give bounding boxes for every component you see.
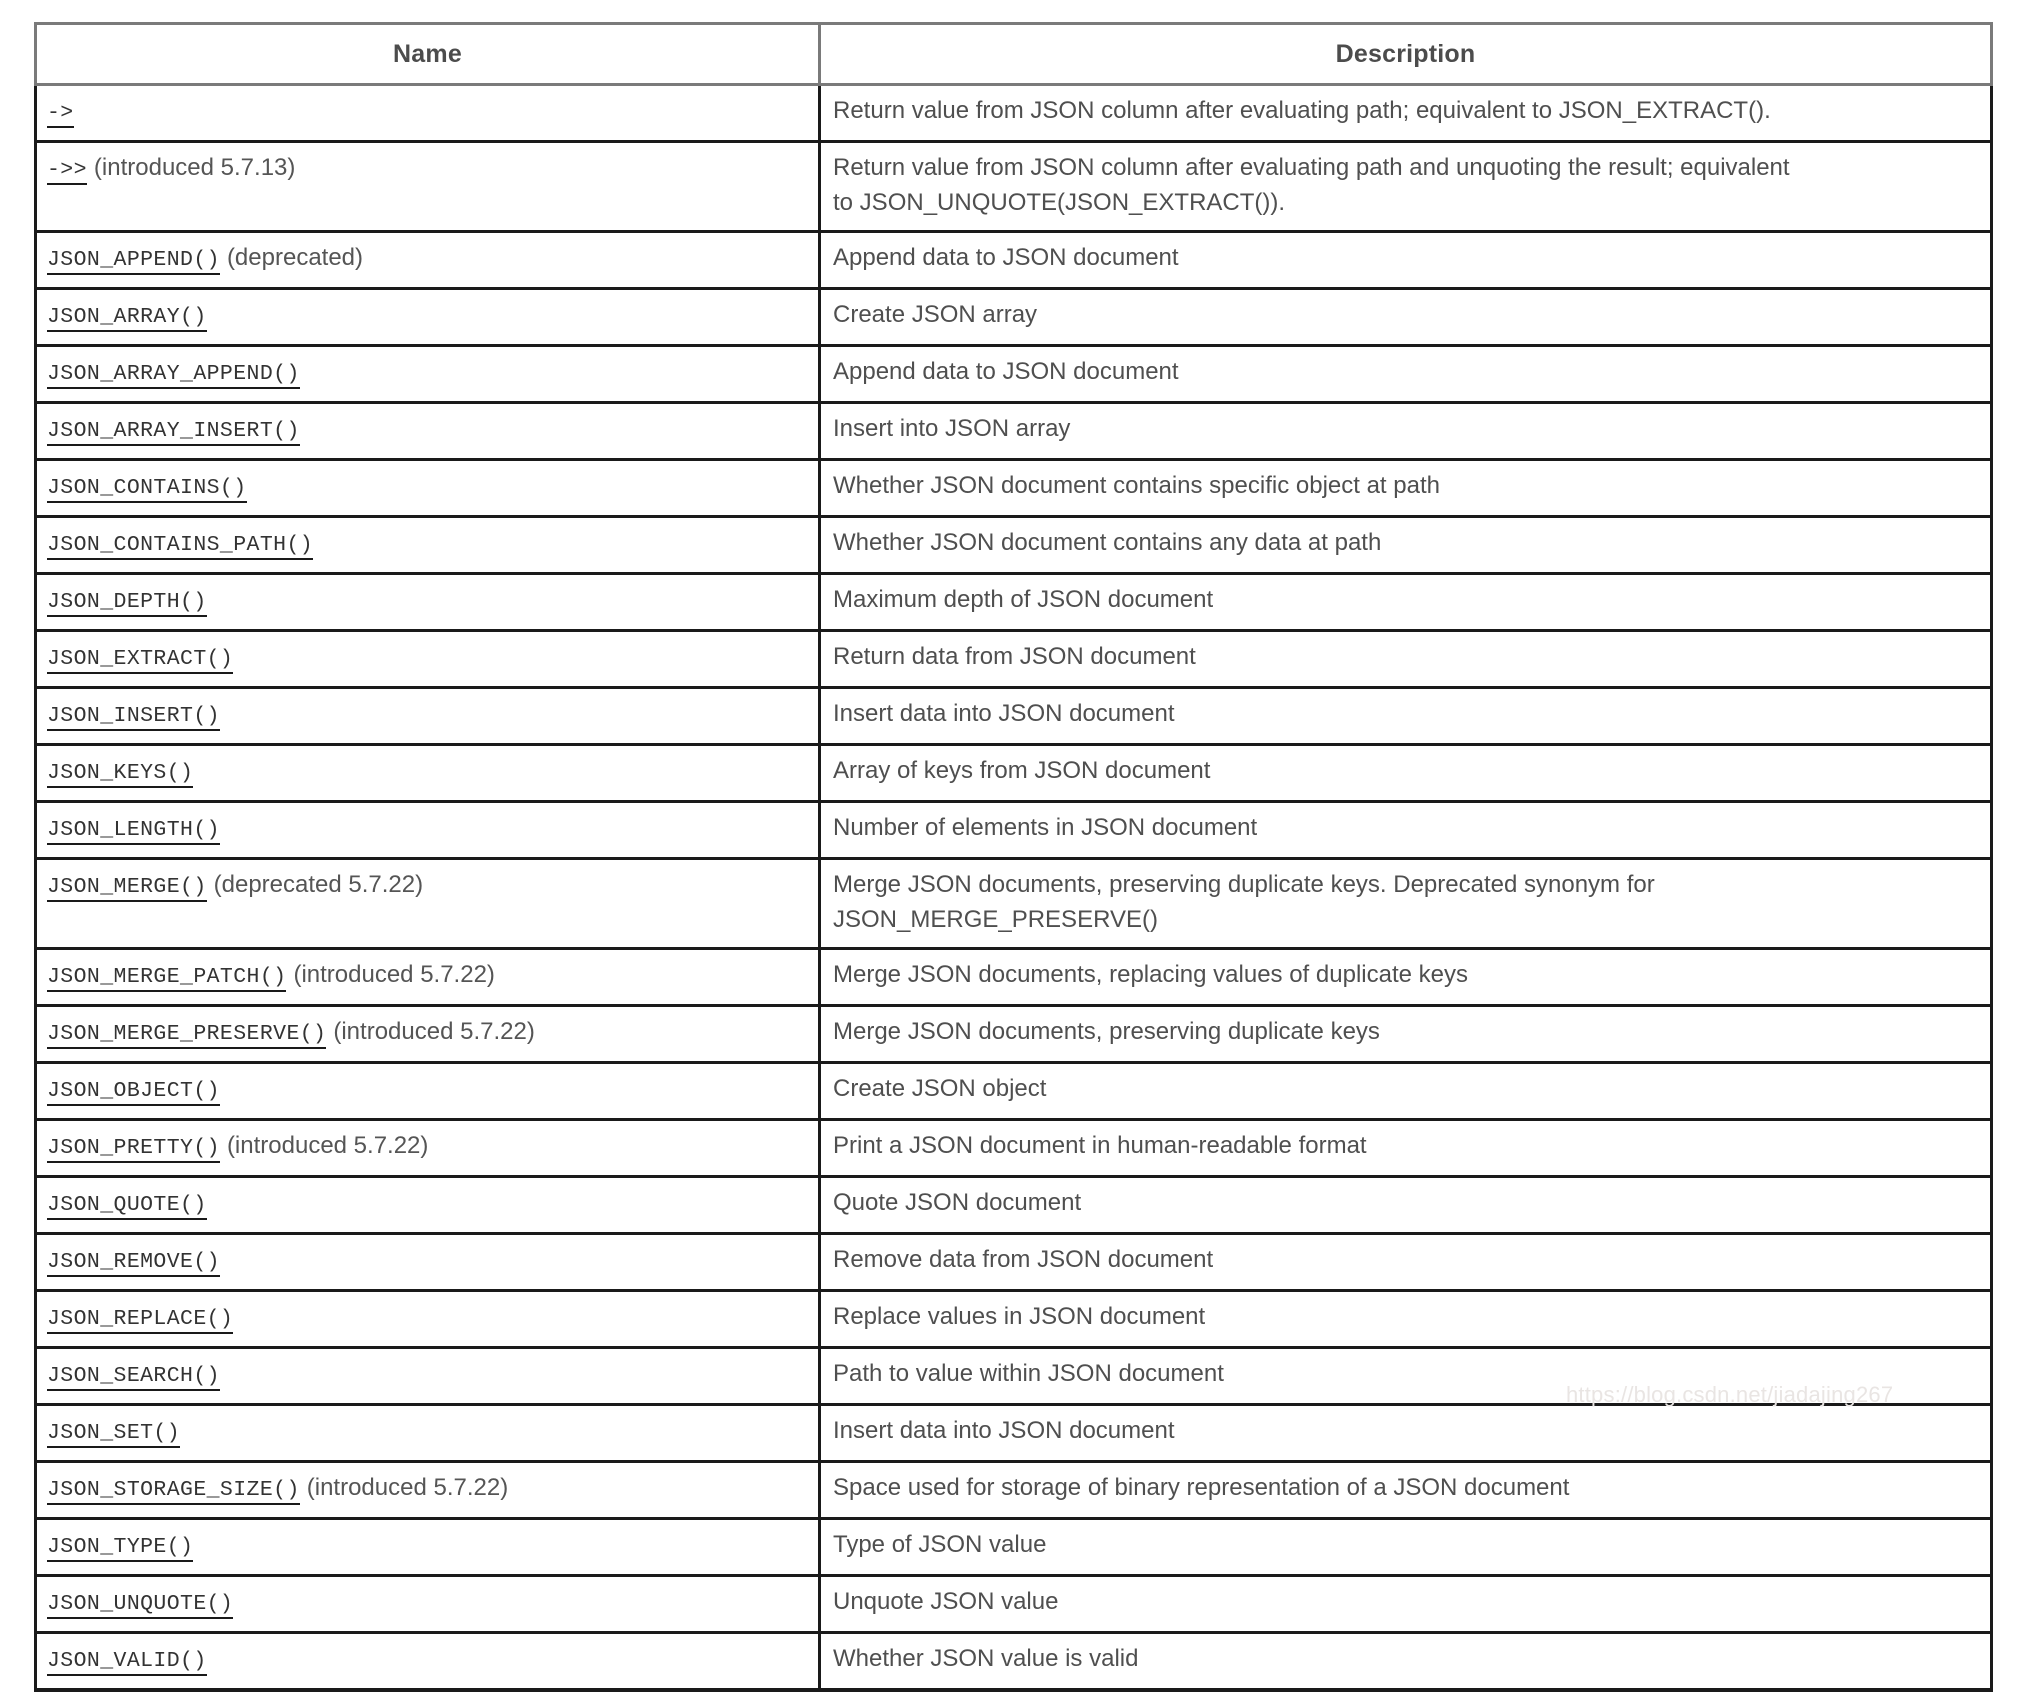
cell-description [820, 802, 1992, 859]
description-line: Path to value within JSON document [833, 1360, 1224, 1387]
cell-description [820, 517, 1992, 574]
table-row [36, 346, 1992, 403]
table-row [36, 85, 1992, 142]
function-name-link[interactable]: JSON_VALID() [47, 1649, 207, 1676]
cell-description [820, 1177, 1992, 1234]
cell-description [820, 1291, 1992, 1348]
cell-description [820, 745, 1992, 802]
table-row [36, 631, 1992, 688]
table-row [36, 1519, 1992, 1576]
cell-function-name [36, 1291, 820, 1348]
function-name-link[interactable]: JSON_CONTAINS_PATH() [47, 533, 313, 560]
description-line: Number of elements in JSON document [833, 814, 1258, 841]
cell-function-name [36, 1177, 820, 1234]
column-header-name: Name [36, 24, 820, 85]
description-line: Append data to JSON document [833, 358, 1179, 385]
cell-function-name [36, 745, 820, 802]
cell-description [820, 1576, 1992, 1633]
function-name-note: (introduced 5.7.22) [333, 1018, 535, 1045]
cell-function-name [36, 1462, 820, 1519]
description-line: Maximum depth of JSON document [833, 586, 1214, 613]
cell-function-name [36, 859, 820, 949]
function-name-link[interactable]: JSON_EXTRACT() [47, 647, 233, 674]
description-line: Create JSON array [833, 301, 1038, 328]
cell-description [820, 1120, 1992, 1177]
function-name-link[interactable]: JSON_CONTAINS() [47, 476, 247, 503]
table-row [36, 859, 1992, 949]
description-line: Whether JSON document contains specific object at path [833, 472, 1440, 499]
table-row [36, 142, 1992, 232]
function-name-note: (introduced 5.7.22) [306, 1474, 509, 1501]
function-name-link[interactable]: JSON_ARRAY_APPEND() [47, 362, 300, 389]
cell-function-name [36, 232, 820, 289]
description-line: Return value from JSON column after evaluating path; equivalent to JSON_EXTRACT(). [833, 97, 1771, 124]
cell-description [820, 859, 1992, 949]
description-line: Print a JSON document in human-readable format [833, 1132, 1367, 1159]
table-header-row [36, 24, 1992, 85]
table-header [36, 24, 1992, 85]
table-row [36, 1120, 1992, 1177]
cell-description [820, 1405, 1992, 1462]
table-row [36, 1291, 1992, 1348]
function-name-link[interactable]: ->> [47, 158, 87, 185]
function-name-link[interactable]: JSON_PRETTY() [47, 1136, 220, 1163]
json-functions-table-container [34, 22, 1990, 1692]
cell-function-name [36, 517, 820, 574]
description-line: Insert data into JSON document [833, 1417, 1175, 1444]
cell-function-name [36, 1234, 820, 1291]
description-line: Merge JSON documents, preserving duplicate keys. Deprecated synonym for [833, 871, 1655, 898]
function-name-link[interactable]: JSON_LENGTH() [47, 818, 220, 845]
table-row [36, 517, 1992, 574]
function-name-note: (introduced 5.7.13) [93, 154, 296, 181]
cell-function-name [36, 1348, 820, 1405]
function-name-link[interactable]: JSON_STORAGE_SIZE() [47, 1478, 300, 1505]
description-line: Insert data into JSON document [833, 700, 1175, 727]
column-header-description: Description [820, 24, 1992, 85]
description-line: to JSON_UNQUOTE(JSON_EXTRACT()). [833, 189, 1286, 216]
cell-description [820, 1234, 1992, 1291]
function-name-link[interactable]: JSON_UNQUOTE() [47, 1592, 233, 1619]
cell-description [820, 949, 1992, 1006]
cell-function-name [36, 949, 820, 1006]
function-name-note: (introduced 5.7.22) [226, 1132, 429, 1159]
cell-description [820, 1633, 1992, 1691]
table-row [36, 574, 1992, 631]
table-row [36, 403, 1992, 460]
description-line: Merge JSON documents, preserving duplicate keys [833, 1018, 1380, 1045]
cell-description [820, 346, 1992, 403]
cell-function-name [36, 1519, 820, 1576]
cell-function-name [36, 346, 820, 403]
function-name-note: (deprecated 5.7.22) [213, 871, 424, 898]
table-row [36, 1006, 1992, 1063]
table-row [36, 688, 1992, 745]
description-line: Unquote JSON value [833, 1588, 1059, 1615]
function-name-link[interactable]: JSON_REMOVE() [47, 1250, 220, 1277]
description-line: Space used for storage of binary representation of a JSON document [833, 1474, 1570, 1501]
cell-description [820, 85, 1992, 142]
cell-function-name [36, 1633, 820, 1691]
table-row [36, 1405, 1992, 1462]
description-line: Return data from JSON document [833, 643, 1196, 670]
cell-description [820, 1519, 1992, 1576]
cell-function-name [36, 1405, 820, 1462]
function-name-link[interactable]: JSON_REPLACE() [47, 1307, 233, 1334]
cell-function-name [36, 802, 820, 859]
cell-function-name [36, 1576, 820, 1633]
cell-description [820, 1462, 1992, 1519]
cell-function-name [36, 1006, 820, 1063]
cell-description [820, 688, 1992, 745]
description-line: Insert into JSON array [833, 415, 1071, 442]
table-row [36, 1462, 1992, 1519]
cell-function-name [36, 631, 820, 688]
function-name-link[interactable]: JSON_MERGE() [47, 875, 207, 902]
function-name-link[interactable]: -> [47, 101, 74, 128]
cell-function-name [36, 403, 820, 460]
cell-description [820, 289, 1992, 346]
table-body [36, 85, 1992, 1691]
cell-function-name [36, 142, 820, 232]
description-line: Remove data from JSON document [833, 1246, 1214, 1273]
cell-description [820, 1063, 1992, 1120]
cell-function-name [36, 85, 820, 142]
cell-description [820, 403, 1992, 460]
function-name-link[interactable]: JSON_DEPTH() [47, 590, 207, 617]
cell-function-name [36, 1120, 820, 1177]
function-name-note: (introduced 5.7.22) [293, 961, 495, 988]
description-line: Create JSON object [833, 1075, 1047, 1102]
watermark-text: https://blog.csdn.net/jiadajing267 [1566, 1382, 1894, 1407]
table-row [36, 1576, 1992, 1633]
cell-description [820, 460, 1992, 517]
description-line: Replace values in JSON document [833, 1303, 1206, 1330]
function-name-link[interactable]: JSON_TYPE() [47, 1535, 193, 1562]
description-line: Array of keys from JSON document [833, 757, 1211, 784]
table-row [36, 232, 1992, 289]
description-line: Merge JSON documents, replacing values of duplicate keys [833, 961, 1468, 988]
cell-function-name [36, 688, 820, 745]
description-line: Whether JSON value is valid [833, 1645, 1139, 1672]
cell-description [820, 232, 1992, 289]
function-name-link[interactable]: JSON_OBJECT() [47, 1079, 220, 1106]
cell-description [820, 574, 1992, 631]
table-row [36, 745, 1992, 802]
description-line: Type of JSON value [833, 1531, 1047, 1558]
function-name-link[interactable]: JSON_SET() [47, 1421, 180, 1448]
function-name-link[interactable]: JSON_INSERT() [47, 704, 220, 731]
description-line: JSON_MERGE_PRESERVE() [833, 906, 1158, 933]
function-name-link[interactable]: JSON_KEYS() [47, 761, 193, 788]
function-name-link[interactable]: JSON_APPEND() [47, 248, 220, 275]
description-line: Return value from JSON column after evaluating path and unquoting the result; equivalent [833, 154, 1790, 181]
description-line: Whether JSON document contains any data at path [833, 529, 1382, 556]
json-functions-table [34, 22, 1993, 1692]
table-row [36, 460, 1992, 517]
cell-function-name [36, 289, 820, 346]
function-name-link[interactable]: JSON_ARRAY() [47, 305, 207, 332]
cell-description [820, 1006, 1992, 1063]
function-name-link[interactable]: JSON_MERGE_PATCH() [47, 965, 286, 992]
table-row [36, 1234, 1992, 1291]
table-row [36, 1063, 1992, 1120]
function-name-link[interactable]: JSON_ARRAY_INSERT() [47, 419, 300, 446]
function-name-link[interactable]: JSON_QUOTE() [47, 1193, 207, 1220]
cell-function-name [36, 1063, 820, 1120]
description-line: Quote JSON document [833, 1189, 1082, 1216]
function-name-link[interactable]: JSON_MERGE_PRESERVE() [47, 1022, 326, 1049]
table-row [36, 802, 1992, 859]
table-row [36, 949, 1992, 1006]
cell-function-name [36, 460, 820, 517]
function-name-link[interactable]: JSON_SEARCH() [47, 1364, 220, 1391]
function-name-note: (deprecated) [226, 244, 364, 271]
cell-description [820, 631, 1992, 688]
table-row [36, 289, 1992, 346]
table-row [36, 1633, 1992, 1691]
table-row [36, 1177, 1992, 1234]
cell-description [820, 142, 1992, 232]
description-line: Append data to JSON document [833, 244, 1179, 271]
cell-function-name [36, 574, 820, 631]
